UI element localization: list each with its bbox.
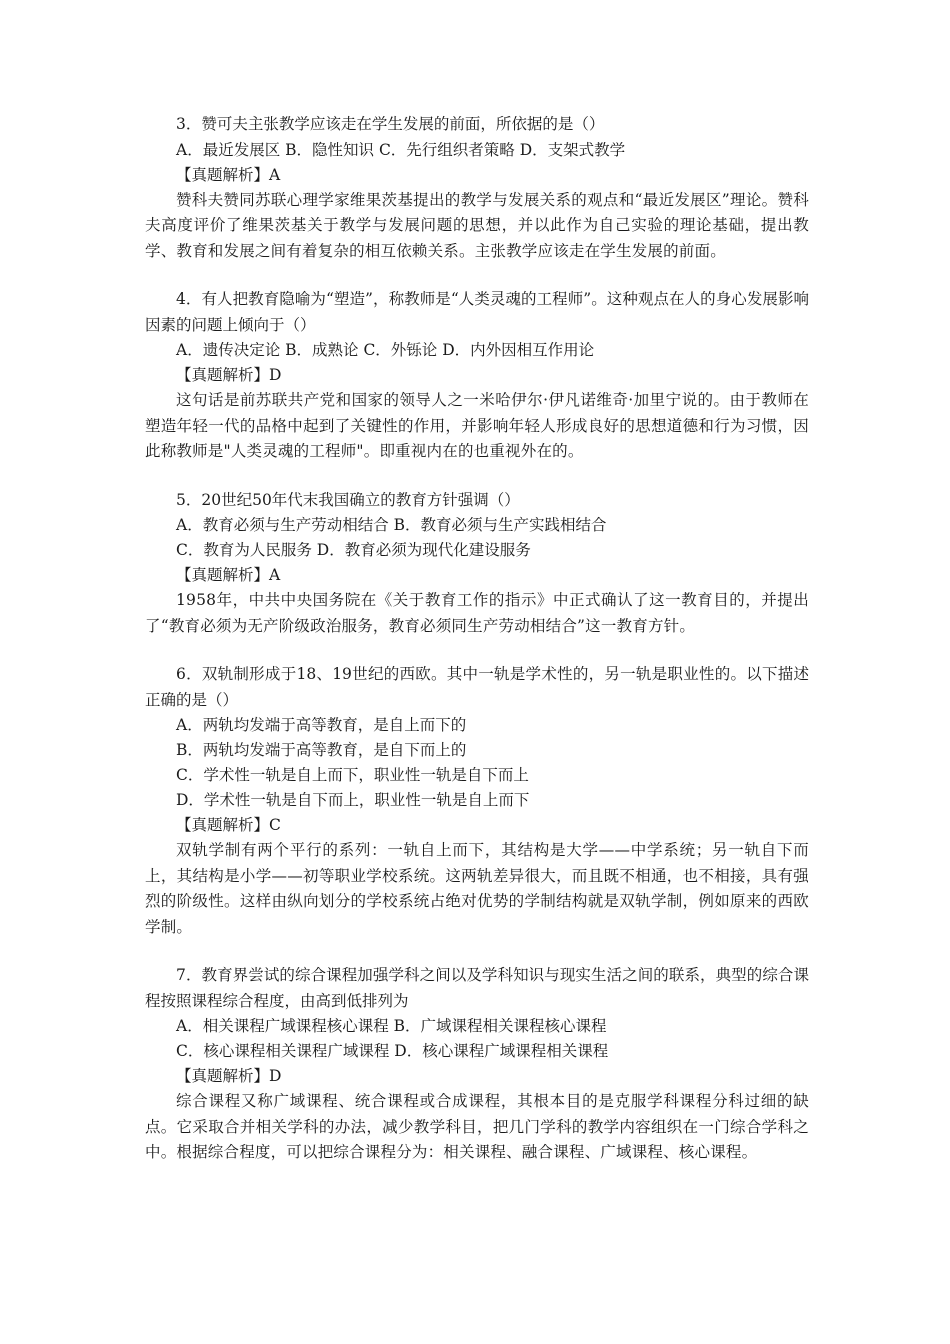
answer-label: 【真题解析】A: [176, 566, 281, 584]
document-content: [145, 112, 809, 1189]
question-options: A．最近发展区 B．隐性知识 C．先行组织者策略 D．支架式教学: [176, 140, 626, 159]
question-options: A．遗传决定论 B．成熟论 C．外铄论 D．内外因相互作用论: [176, 341, 595, 359]
answer-label: 【真题解析】D: [176, 1067, 282, 1085]
answer-label: 【真题解析】D: [176, 366, 282, 384]
answer-label: 【真题解析】C: [176, 816, 281, 834]
answer-explanation: 1958年，中共中央国务院在《关于教育工作的指示》中正式确认了这一教育目的，并提出了“教育必须为无产阶级政治服务，教育必须同生产劳动相结合”这一教育方针。: [145, 591, 809, 635]
question-3: [145, 112, 809, 264]
question-option-line: C．学术性一轨是自上而下，职业性一轨是自下而上: [176, 766, 529, 784]
question-stem: 4．有人把教育隐喻为“塑造”，称教师是“人类灵魂的工程师”。这种观点在人的身心发展影响因素的问题上倾向于（）: [145, 290, 809, 334]
question-option-line: B．两轨均发端于高等教育，是自下而上的: [176, 741, 467, 759]
question-option-line: C．核心课程相关课程广域课程 D．核心课程广域课程相关课程: [176, 1042, 609, 1060]
answer-explanation: 赞科夫赞同苏联心理学家维果茨基提出的教学与发展关系的观点和“最近发展区”理论。赞科夫高度评价了维果茨基关于教学与发展问题的思想，并以此作为自己实验的理论基础，提出教学、教育和发展之间有着复杂的相互依赖关系。主张教学应该走在学生发展的前面。: [145, 190, 809, 260]
answer-explanation: 综合课程又称广域课程、统合课程或合成课程，其根本目的是克服学科课程分科过细的缺点。它采取合并相关学科的办法，减少教学科目，把几门学科的教学内容组织在一门综合学科之中。根据综合程度，可以把综合课程分为：相关课程、融合课程、广域课程、核心课程。: [145, 1092, 809, 1161]
question-stem: 5．20世纪50年代末我国确立的教育方针强调（）: [176, 490, 520, 509]
question-option-line: A．两轨均发端于高等教育，是自上而下的: [176, 716, 467, 734]
question-option-line: A．教育必须与生产劳动相结合 B．教育必须与生产实践相结合: [176, 516, 607, 534]
answer-label: 【真题解析】A: [176, 165, 281, 184]
question-option-line: A．相关课程广域课程核心课程 B．广域课程相关课程核心课程: [176, 1017, 607, 1035]
question-5: [145, 488, 809, 640]
question-4: [145, 287, 809, 465]
question-7: [145, 963, 809, 1166]
answer-explanation: 双轨学制有两个平行的系列：一轨自上而下，其结构是大学——中学系统；另一轨自下而上，其结构是小学——初等职业学校系统。这两轨差异很大，而且既不相通，也不相接，具有强烈的阶级性。这样由纵向划分的学校系统占绝对优势的学制结构就是双轨学制，例如原来的西欧学制。: [145, 841, 809, 936]
question-stem: 7．教育界尝试的综合课程加强学科之间以及学科知识与现实生活之间的联系，典型的综合课程按照课程综合程度，由高到低排列为: [145, 966, 809, 1010]
question-6: [145, 662, 809, 940]
answer-explanation: 这句话是前苏联共产党和国家的领导人之一米哈伊尔·伊凡诺维奇·加里宁说的。由于教师在塑造年轻一代的品格中起到了关键性的作用，并影响年轻人形成良好的思想道德和行为习惯，因此称教师是"人类灵魂的工程师"。即重视内在的也重视外在的。: [145, 391, 809, 460]
question-stem: 6．双轨制形成于18、19世纪的西欧。其中一轨是学术性的，另一轨是职业性的。以下描述正确的是（）: [145, 665, 809, 709]
question-option-line: D．学术性一轨是自下而上，职业性一轨是自上而下: [176, 791, 530, 809]
question-stem: 3．赞可夫主张教学应该走在学生发展的前面，所依据的是（）: [176, 115, 605, 133]
question-option-line: C．教育为人民服务 D．教育必须为现代化建设服务: [176, 541, 531, 559]
